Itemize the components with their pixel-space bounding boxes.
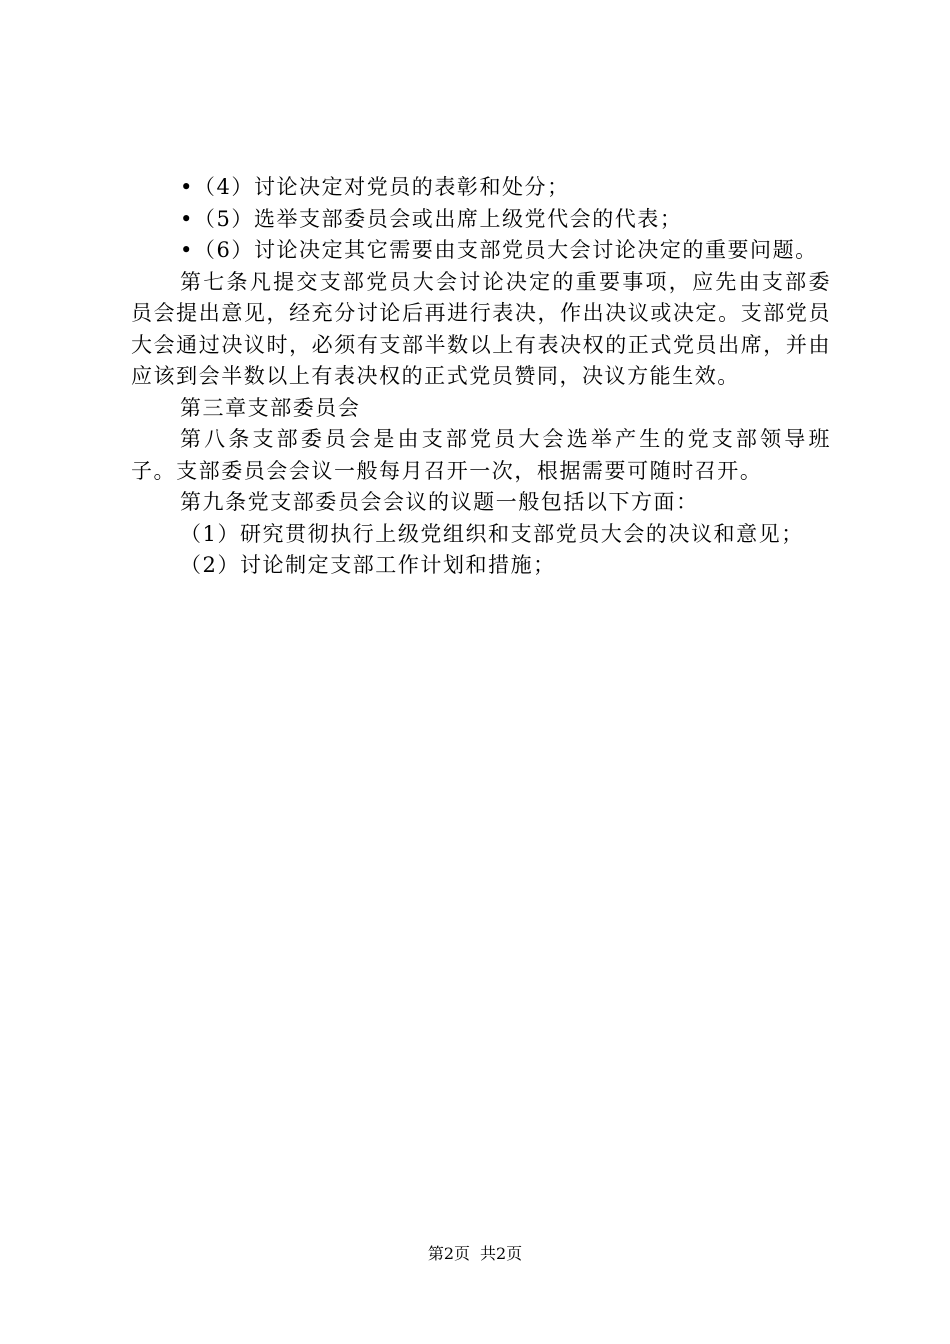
list-item-6: •（6）讨论决定其它需要由支部党员大会讨论决定的重要问题。: [180, 238, 818, 262]
list-item-4: •（4）讨论决定对党员的表彰和处分；: [180, 175, 570, 199]
page-footer: [0, 1244, 950, 1264]
page-number: 第2页: [427, 1244, 470, 1263]
article-7-paragraph: 第七条凡提交支部党员大会讨论决定的重要事项，应先由支部委员会提出意见，经充分讨论后再进行表决，作出决议或决定。支部党员大会通过决议时，必须有支部半数以上有表决权的正式党员出席，并由应该到会半数以上有表决权的正式党员赞同，决议方能生效。: [131, 269, 831, 388]
list-item-5: •（5）选举支部委员会或出席上级党代会的代表；: [180, 206, 683, 231]
article-8-paragraph: 第八条支部委员会是由支部党员大会选举产生的党支部领导班子。支部委员会会议一般每月召开一次，根据需要可随时召开。: [131, 427, 831, 483]
article-9-item-1: （1）研究贯彻执行上级党组织和支部党员大会的决议和意见；: [180, 521, 804, 546]
chapter-3-heading: 第三章支部委员会: [180, 395, 361, 420]
article-9-paragraph: 第九条党支部委员会会议的议题一般包括以下方面：: [180, 490, 699, 514]
article-9-item-2: （2）讨论制定支部工作计划和措施；: [180, 553, 556, 577]
document-body: [131, 172, 831, 582]
page-total: 共2页: [480, 1244, 523, 1263]
